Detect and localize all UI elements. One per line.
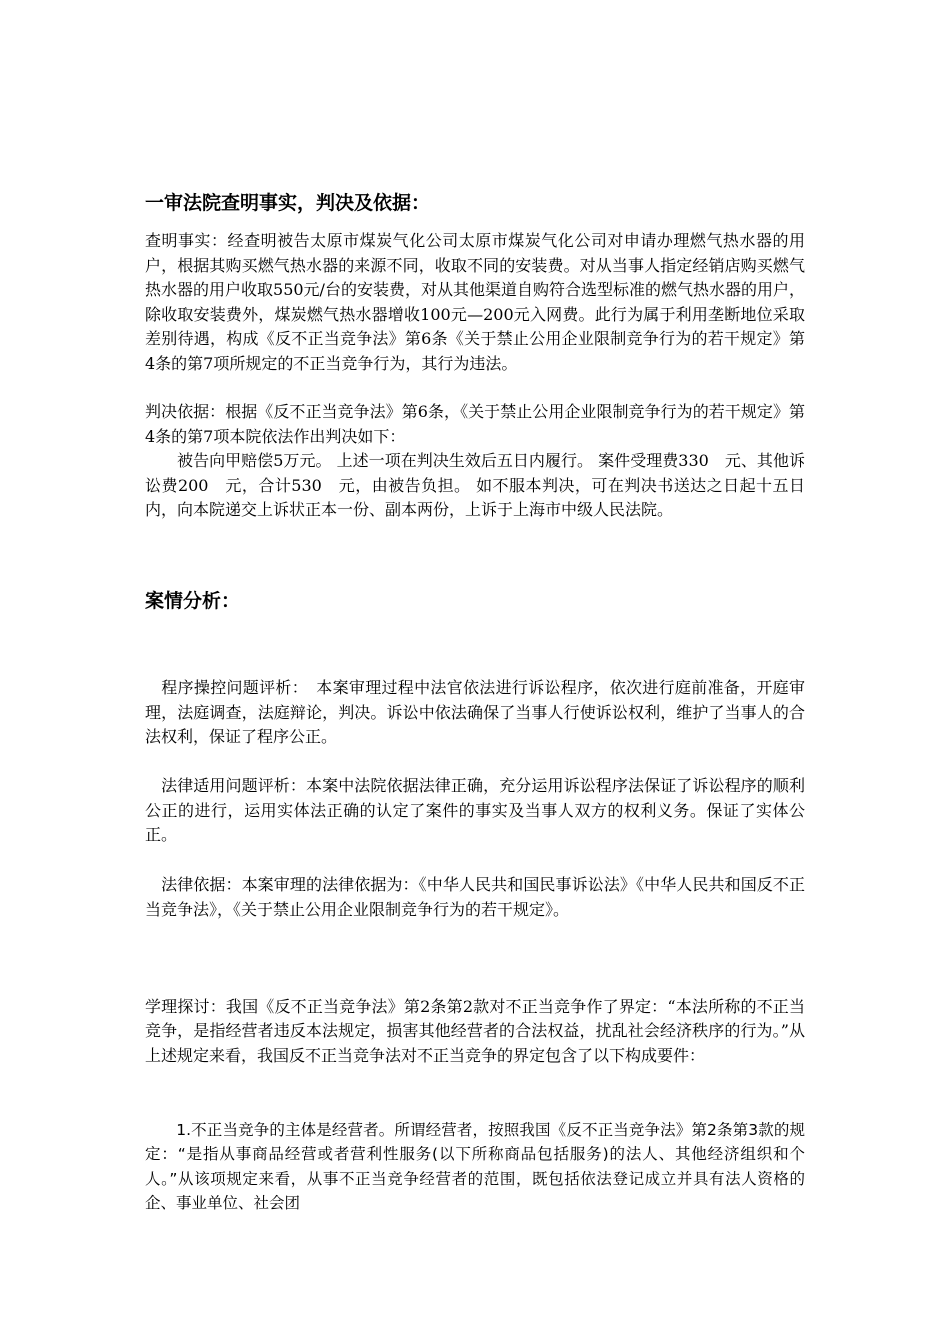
paragraph-facts: 查明事实：经查明被告太原市煤炭气化公司太原市煤炭气化公司对申请办理燃气热水器的用户，根据其购买燃气热水器的来源不同，收取不同的安装费。对从当事人指定经销店购买燃气热水器的用户收取550元/台的安装费，对从其他渠道自购符合选型标准的燃气热水器的用户，除收取安装费外，煤炭燃气热水器增收100元—200元入网费。此行为属于利用垄断地位采取差别待遇，构成《反不正当竞争法》第6条《关于禁止公用企业限制竞争行为的若干规定》第4条的第7项所规定的不正当竞争行为，其行为违法。	[145, 231, 805, 373]
paragraph-point-1: 1.不正当竞争的主体是经营者。所谓经营者，按照我国《反不正当竞争法》第2条第3款的规定：“是指从事商品经营或者营利性服务(以下所称商品包括服务)的法人、其他经济组织和个人。”从该项规定来看，从事不正当竞争经营者的范围，既包括依法登记成立并具有法人资格的企、事业单位、社会团	[145, 1121, 805, 1212]
paragraph-academic-discussion: 学理探讨：我国《反不正当竞争法》第2条第2款对不正当竞争作了界定：“本法所称的不正当竞争，是指经营者违反本法规定，损害其他经营者的合法权益，扰乱社会经济秩序的行为。”从上述规定来看，我国反不正当竞争法对不正当竞争的界定包含了以下构成要件：	[145, 997, 805, 1065]
paragraph-verdict: 被告向甲赔偿5万元。 上述一项在判决生效后五日内履行。 案件受理费330 元、其他诉讼费200 元，合计530 元，由被告负担。 如不服本判决，可在判决书送达之日起十五日内，向本院递交上诉状正本一份、副本两份，上诉于上海市中级人民法院。	[145, 451, 805, 519]
paragraph-legal-basis: 法律依据：本案审理的法律依据为：《中华人民共和国民事诉讼法》《中华人民共和国反不正当竞争法》，《关于禁止公用企业限制竞争行为的若干规定》。	[145, 875, 805, 919]
paragraph-procedure-review: 程序操控问题评析： 本案审理过程中法官依法进行诉讼程序，依次进行庭前准备，开庭审理，法庭调查，法庭辩论，判决。诉讼中依法确保了当事人行使诉讼权利，维护了当事人的合法权利，保证了程序公正。	[145, 678, 805, 746]
paragraph-law-application-review: 法律适用问题评析：本案中法院依据法律正确，充分运用诉讼程序法保证了诉讼程序的顺利公正的进行，运用实体法正确的认定了案件的事实及当事人双方的权利义务。保证了实体公正。	[145, 776, 805, 844]
section-heading-case-analysis: 案情分析：	[145, 590, 241, 612]
paragraph-judgment-basis: 判决依据：根据《反不正当竞争法》第6条，《关于禁止公用企业限制竞争行为的若干规定》第4条的第7项本院依法作出判决如下：	[145, 402, 805, 446]
section-heading-first-instance: 一审法院查明事实，判决及依据：	[145, 192, 431, 214]
